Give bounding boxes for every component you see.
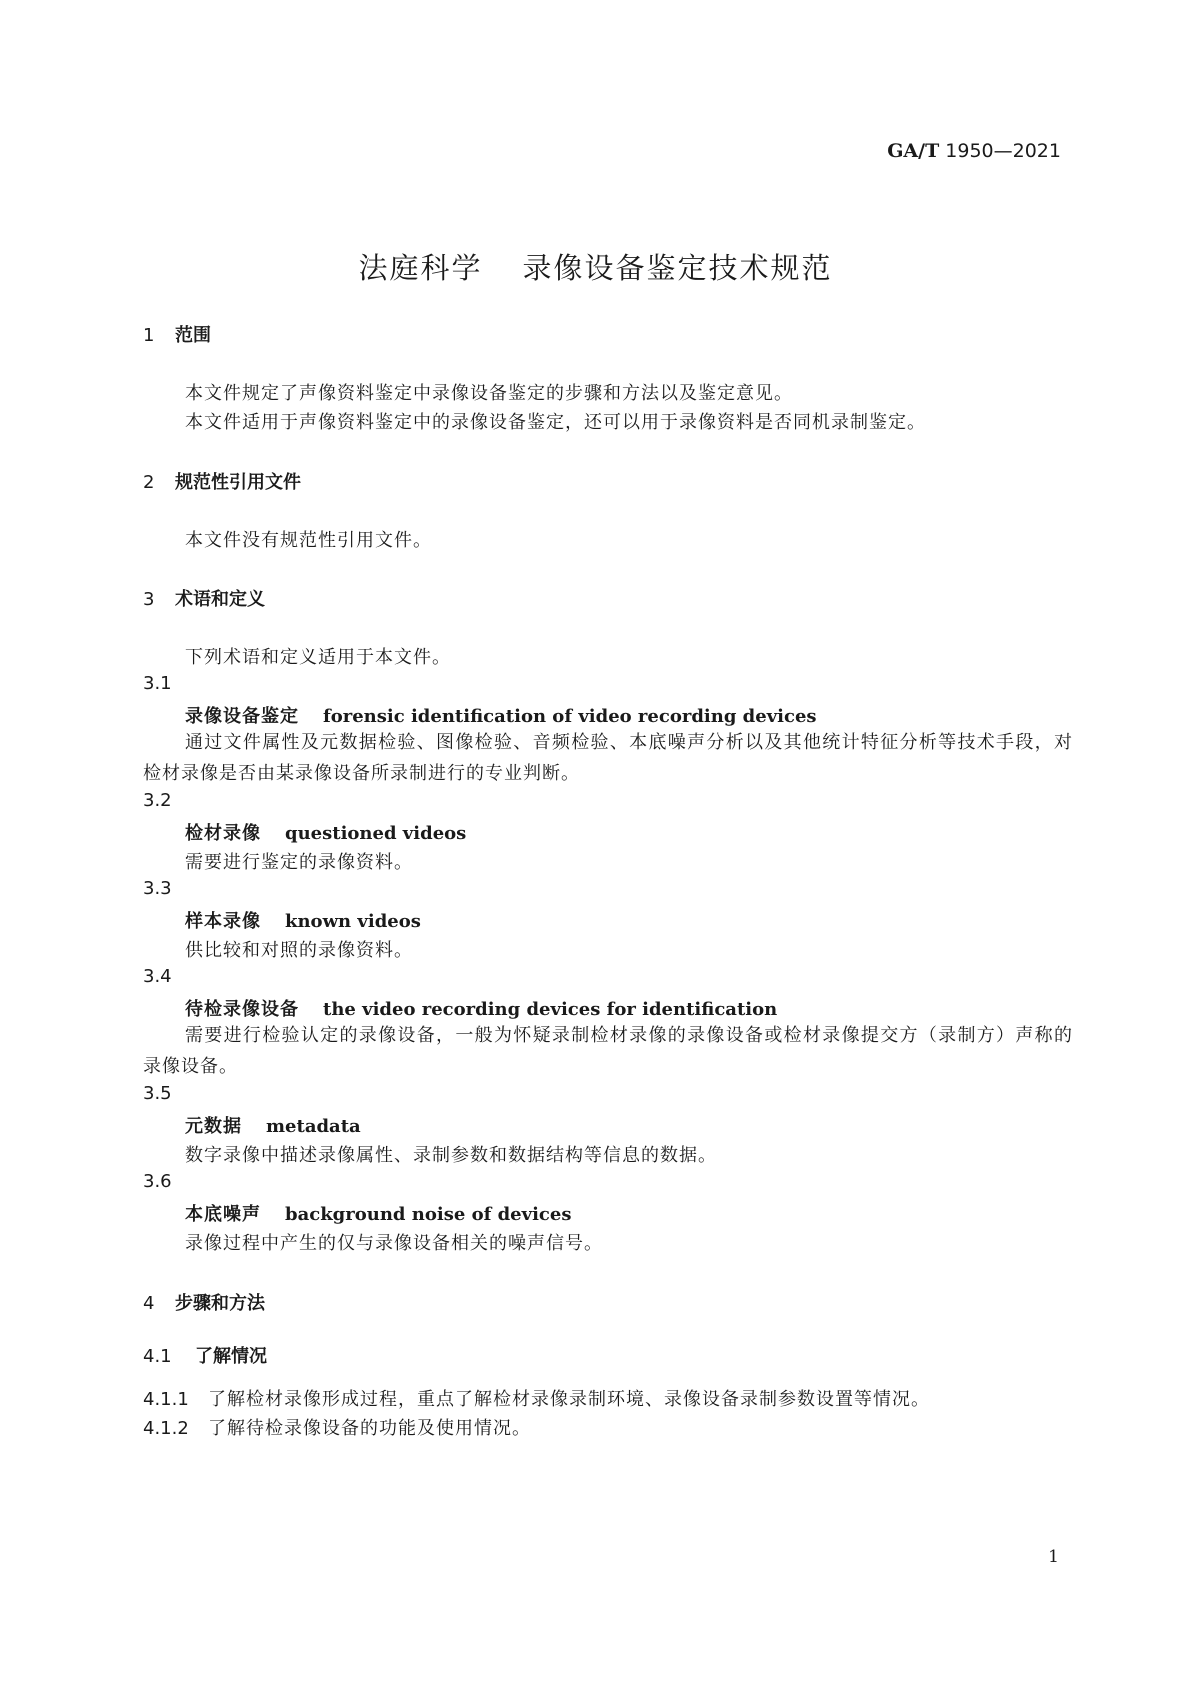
term-zh: 元数据 (185, 1116, 242, 1137)
title-part-2: 录像设备鉴定技术规范 (522, 251, 833, 285)
section-number: 2 (143, 472, 155, 493)
term-en: background noise of devices (285, 1204, 572, 1225)
section-4-heading (143, 1289, 265, 1315)
section-title: 步骤和方法 (175, 1293, 265, 1314)
paragraph: 本文件适用于声像资料鉴定中的录像设备鉴定，还可以用于录像资料是否同机录制鉴定。 (185, 412, 926, 433)
subsection-title: 了解情况 (195, 1346, 267, 1367)
term-number: 3.4 (143, 966, 172, 987)
term-zh: 检材录像 (185, 823, 261, 844)
term-number: 3.2 (143, 790, 172, 811)
section-number: 1 (143, 325, 155, 346)
paragraph: 本文件规定了声像资料鉴定中录像设备鉴定的步骤和方法以及鉴定意见。 (185, 383, 793, 404)
term-definition: 需要进行鉴定的录像资料。 (185, 852, 413, 873)
term-number: 3.1 (143, 673, 172, 694)
term-entry (185, 819, 466, 845)
standard-code: 1950—2021 (945, 140, 1061, 162)
term-entry (185, 702, 817, 728)
paragraph: 本文件没有规范性引用文件。 (185, 530, 432, 551)
term-en: known videos (285, 911, 421, 932)
term-definition: 通过文件属性及元数据检验、图像检验、音频检验、本底噪声分析以及其他统计特征分析等技术手段，对检材录像是否由某录像设备所录制进行的专业判断。 (143, 732, 1073, 784)
section-number: 3 (143, 589, 155, 610)
section-number: 4 (143, 1293, 155, 1314)
term-en: forensic identification of video recording devices (323, 706, 817, 727)
term-entry (185, 995, 777, 1021)
term-en: questioned videos (285, 823, 467, 844)
clause-text: 了解检材录像形成过程，重点了解检材录像录制环境、录像设备录制参数设置等情况。 (208, 1389, 930, 1410)
title-part-1: 法庭科学 (358, 251, 483, 285)
paragraph: 下列术语和定义适用于本文件。 (185, 647, 451, 668)
document-title (0, 246, 1191, 287)
term-entry (185, 907, 421, 933)
term-definition: 数字录像中描述录像属性、录制参数和数据结构等信息的数据。 (185, 1145, 717, 1166)
section-2-heading (143, 468, 301, 494)
standard-number (887, 140, 1061, 162)
section-title: 规范性引用文件 (175, 472, 301, 493)
term-definition: 需要进行检验认定的录像设备，一般为怀疑录制检材录像的录像设备或检材录像提交方（录制方）声称的录像设备。 (143, 1025, 1073, 1077)
term-number: 3.5 (143, 1083, 172, 1104)
term-number: 3.6 (143, 1171, 172, 1192)
clause-item (143, 1414, 531, 1440)
standard-prefix: GA/T (887, 140, 940, 162)
term-zh: 样本录像 (185, 911, 261, 932)
clause-number: 4.1.2 (143, 1418, 189, 1439)
term-entry (185, 1112, 361, 1138)
term-en: metadata (266, 1116, 361, 1137)
term-en: the video recording devices for identification (323, 999, 778, 1020)
section-title: 范围 (175, 325, 211, 346)
section-title: 术语和定义 (175, 589, 265, 610)
term-entry (185, 1200, 571, 1226)
term-zh: 录像设备鉴定 (185, 706, 299, 727)
term-definition: 录像过程中产生的仅与录像设备相关的噪声信号。 (185, 1233, 603, 1254)
page-number: 1 (1048, 1547, 1059, 1567)
term-zh: 待检录像设备 (185, 999, 299, 1020)
subsection-heading (143, 1342, 267, 1368)
term-definition: 供比较和对照的录像资料。 (185, 940, 413, 961)
section-3-heading (143, 585, 265, 611)
term-zh: 本底噪声 (185, 1204, 261, 1225)
section-1-heading (143, 321, 211, 347)
clause-text: 了解待检录像设备的功能及使用情况。 (208, 1418, 531, 1439)
subsection-number: 4.1 (143, 1346, 172, 1367)
clause-item (143, 1385, 930, 1411)
clause-number: 4.1.1 (143, 1389, 189, 1410)
term-number: 3.3 (143, 878, 172, 899)
